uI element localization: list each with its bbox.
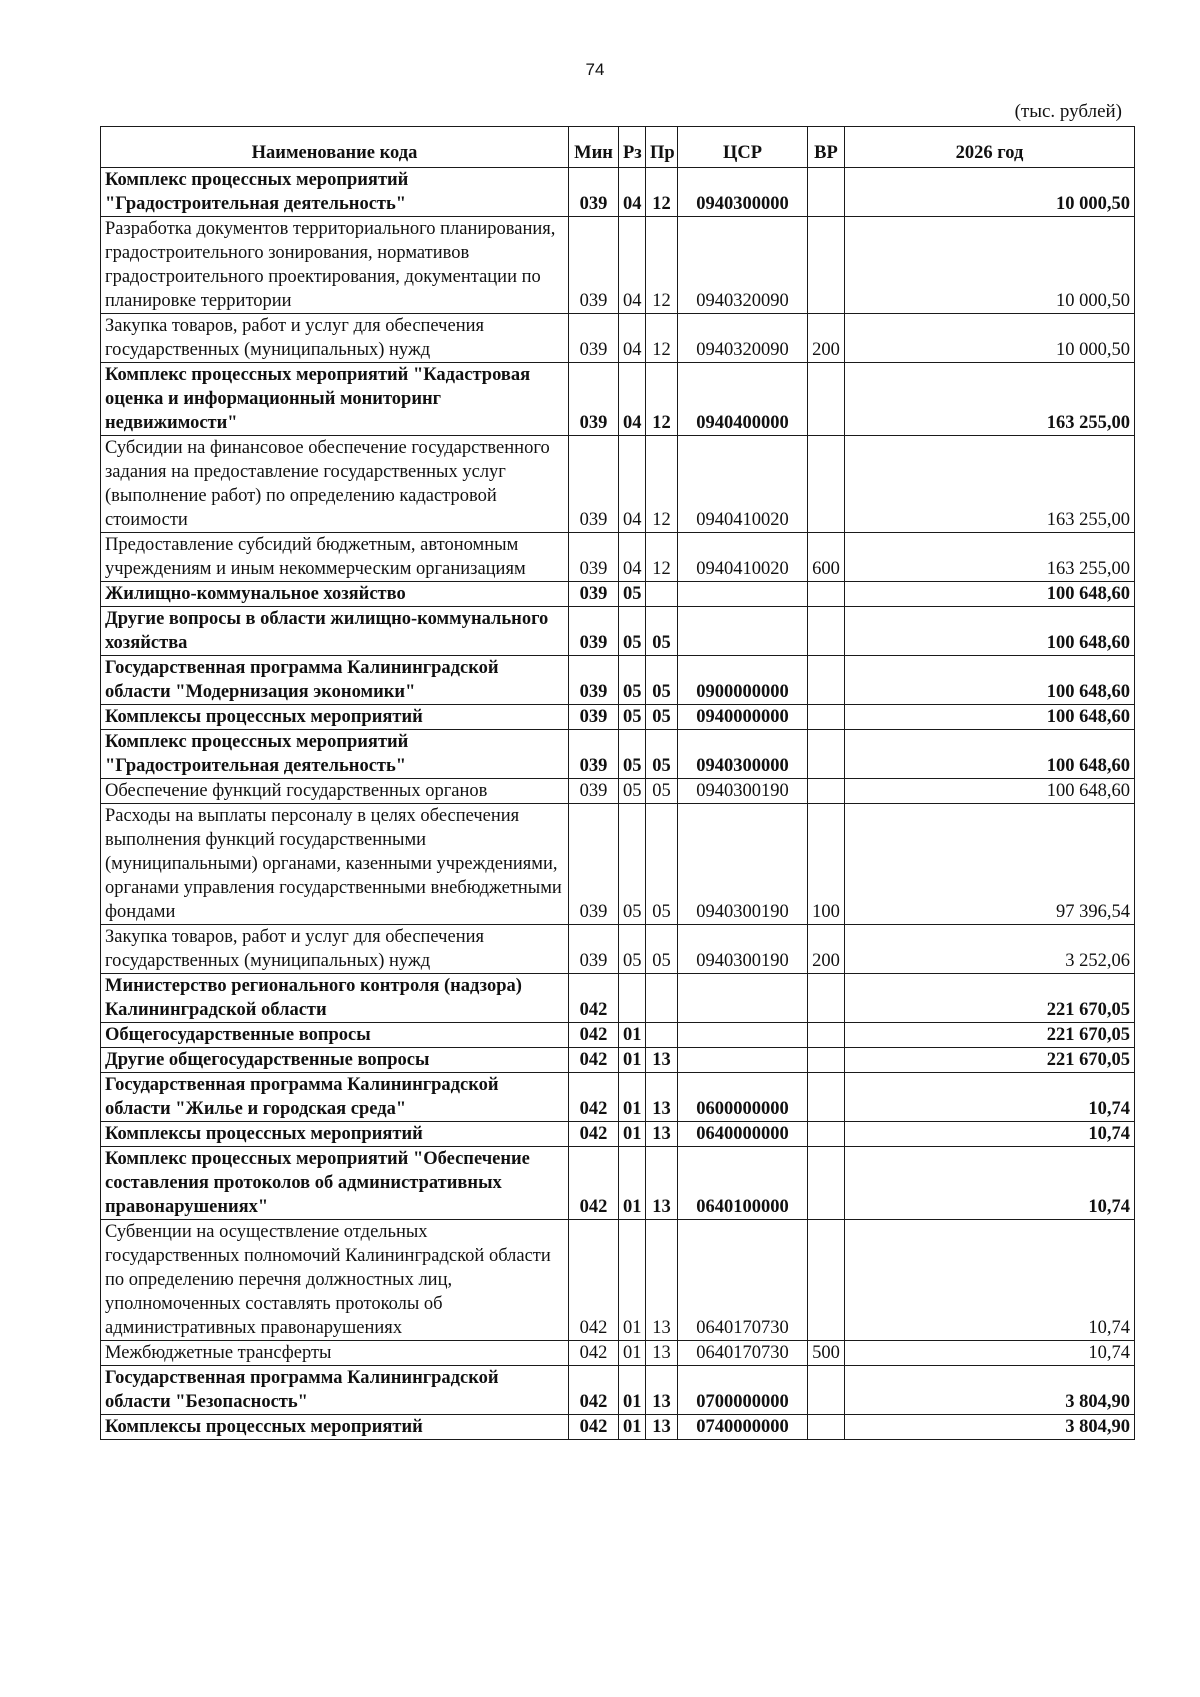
row-vr: 600: [808, 533, 845, 582]
row-rz: 01: [619, 1366, 646, 1415]
table-row: [101, 436, 1135, 533]
row-rz: 01: [619, 1122, 646, 1147]
row-name: Другие общегосударственные вопросы: [101, 1048, 569, 1073]
row-min: 039: [569, 925, 619, 974]
table-row: [101, 1023, 1135, 1048]
row-sum: 100 648,60: [845, 607, 1135, 656]
row-vr: [808, 1023, 845, 1048]
row-rz: 01: [619, 1073, 646, 1122]
row-rz: 05: [619, 730, 646, 779]
table-header-row: [101, 127, 1135, 168]
header-name: Наименование кода: [101, 127, 569, 168]
table-row: [101, 656, 1135, 705]
table-row: [101, 314, 1135, 363]
row-min: 039: [569, 533, 619, 582]
row-csr: 0640170730: [678, 1341, 808, 1366]
table-row: [101, 804, 1135, 925]
row-sum: 97 396,54: [845, 804, 1135, 925]
row-name: Другие вопросы в области жилищно-коммунального хозяйства: [101, 607, 569, 656]
row-min: 042: [569, 1415, 619, 1440]
row-name: Государственная программа Калининградской области "Модернизация экономики": [101, 656, 569, 705]
row-name: Комплекс процессных мероприятий "Градостроительная деятельность": [101, 168, 569, 217]
row-vr: [808, 582, 845, 607]
row-min: 042: [569, 1122, 619, 1147]
row-min: 039: [569, 436, 619, 533]
row-sum: 163 255,00: [845, 363, 1135, 436]
row-csr: 0640170730: [678, 1220, 808, 1341]
row-vr: [808, 217, 845, 314]
row-vr: [808, 436, 845, 533]
row-name: Предоставление субсидий бюджетным, автономным учреждениям и иным некоммерческим организациям: [101, 533, 569, 582]
row-rz: 01: [619, 1147, 646, 1220]
row-pr: 13: [646, 1366, 678, 1415]
row-sum: 10 000,50: [845, 168, 1135, 217]
row-sum: 10,74: [845, 1341, 1135, 1366]
row-name: Разработка документов территориального планирования, градостроительного зонирования, нормативов градостроительного проектирования, документации по планировке территории: [101, 217, 569, 314]
row-pr: 13: [646, 1220, 678, 1341]
row-min: 042: [569, 1073, 619, 1122]
row-name: Расходы на выплаты персоналу в целях обеспечения выполнения функций государственными (муниципальными) органами, казенными учреждениями, органами управления государственными внебюджетными фондами: [101, 804, 569, 925]
row-csr: [678, 607, 808, 656]
row-rz: 04: [619, 314, 646, 363]
row-name: Комплекс процессных мероприятий "Градостроительная деятельность": [101, 730, 569, 779]
row-pr: 12: [646, 168, 678, 217]
row-csr: 0940300190: [678, 779, 808, 804]
row-vr: [808, 1415, 845, 1440]
table-row: [101, 533, 1135, 582]
row-vr: [808, 363, 845, 436]
row-rz: 01: [619, 1220, 646, 1341]
unit-note: (тыс. рублей): [1014, 101, 1122, 122]
row-sum: 100 648,60: [845, 705, 1135, 730]
row-csr: [678, 1023, 808, 1048]
row-vr: 200: [808, 314, 845, 363]
row-vr: [808, 168, 845, 217]
row-name: Комплексы процессных мероприятий: [101, 1122, 569, 1147]
row-rz: 04: [619, 217, 646, 314]
row-name: Комплексы процессных мероприятий: [101, 1415, 569, 1440]
row-csr: 0940000000: [678, 705, 808, 730]
row-csr: 0940300190: [678, 925, 808, 974]
table-row: [101, 1073, 1135, 1122]
row-csr: 0940320090: [678, 314, 808, 363]
row-min: 039: [569, 607, 619, 656]
row-min: 042: [569, 1147, 619, 1220]
row-name: Субсидии на финансовое обеспечение государственного задания на предоставление государственных услуг (выполнение работ) по определению кадастровой стоимости: [101, 436, 569, 533]
row-pr: 13: [646, 1122, 678, 1147]
row-pr: 13: [646, 1341, 678, 1366]
table-row: [101, 925, 1135, 974]
row-sum: 3 252,06: [845, 925, 1135, 974]
row-min: 039: [569, 804, 619, 925]
row-min: 039: [569, 363, 619, 436]
row-pr: 12: [646, 217, 678, 314]
row-csr: 0940300190: [678, 804, 808, 925]
row-pr: 12: [646, 436, 678, 533]
table-row: [101, 705, 1135, 730]
row-min: 042: [569, 1048, 619, 1073]
table-row: [101, 217, 1135, 314]
row-pr: 12: [646, 363, 678, 436]
header-year: 2026 год: [845, 127, 1135, 168]
row-rz: 04: [619, 363, 646, 436]
row-min: 039: [569, 582, 619, 607]
table-row: [101, 1415, 1135, 1440]
row-min: 042: [569, 1366, 619, 1415]
row-pr: 05: [646, 779, 678, 804]
row-rz: 05: [619, 582, 646, 607]
header-min: Мин: [569, 127, 619, 168]
row-pr: 05: [646, 925, 678, 974]
row-pr: 13: [646, 1147, 678, 1220]
row-pr: [646, 582, 678, 607]
table-row: [101, 1147, 1135, 1220]
row-min: 039: [569, 705, 619, 730]
row-name: Обеспечение функций государственных органов: [101, 779, 569, 804]
row-pr: 13: [646, 1073, 678, 1122]
row-csr: [678, 582, 808, 607]
row-rz: 01: [619, 1023, 646, 1048]
row-vr: [808, 1073, 845, 1122]
row-name: Закупка товаров, работ и услуг для обеспечения государственных (муниципальных) нужд: [101, 925, 569, 974]
row-name: Комплекс процессных мероприятий "Обеспечение составления протоколов об административных правонарушениях": [101, 1147, 569, 1220]
row-vr: [808, 1366, 845, 1415]
row-pr: 05: [646, 804, 678, 925]
row-min: 039: [569, 217, 619, 314]
row-min: 039: [569, 314, 619, 363]
row-pr: 05: [646, 656, 678, 705]
row-vr: [808, 656, 845, 705]
row-csr: 0640100000: [678, 1147, 808, 1220]
row-rz: 05: [619, 656, 646, 705]
row-min: 039: [569, 656, 619, 705]
table-row: [101, 1366, 1135, 1415]
row-sum: 10,74: [845, 1220, 1135, 1341]
row-csr: 0740000000: [678, 1415, 808, 1440]
row-pr: 05: [646, 705, 678, 730]
row-vr: [808, 974, 845, 1023]
row-sum: 100 648,60: [845, 779, 1135, 804]
row-csr: 0940410020: [678, 533, 808, 582]
row-vr: [808, 705, 845, 730]
row-csr: [678, 1048, 808, 1073]
row-rz: 05: [619, 925, 646, 974]
row-name: Комплексы процессных мероприятий: [101, 705, 569, 730]
row-min: 039: [569, 779, 619, 804]
row-pr: 05: [646, 730, 678, 779]
table-row: [101, 974, 1135, 1023]
row-csr: 0600000000: [678, 1073, 808, 1122]
row-csr: [678, 974, 808, 1023]
row-rz: 01: [619, 1341, 646, 1366]
row-sum: 3 804,90: [845, 1366, 1135, 1415]
row-sum: 3 804,90: [845, 1415, 1135, 1440]
row-vr: [808, 1122, 845, 1147]
table-row: [101, 1220, 1135, 1341]
header-rz: Рз: [619, 127, 646, 168]
row-csr: 0900000000: [678, 656, 808, 705]
row-sum: 163 255,00: [845, 533, 1135, 582]
table-row: [101, 607, 1135, 656]
row-rz: 01: [619, 1415, 646, 1440]
row-name: Комплекс процессных мероприятий "Кадастровая оценка и информационный мониторинг недвижимости": [101, 363, 569, 436]
row-vr: 200: [808, 925, 845, 974]
row-pr: [646, 1023, 678, 1048]
row-pr: 13: [646, 1048, 678, 1073]
row-csr: 0940300000: [678, 730, 808, 779]
header-vr: ВР: [808, 127, 845, 168]
row-vr: [808, 730, 845, 779]
row-name: Общегосударственные вопросы: [101, 1023, 569, 1048]
row-rz: 04: [619, 436, 646, 533]
row-rz: 01: [619, 1048, 646, 1073]
row-vr: [808, 1220, 845, 1341]
table-row: [101, 730, 1135, 779]
row-sum: 10,74: [845, 1122, 1135, 1147]
row-vr: [808, 1147, 845, 1220]
row-vr: 100: [808, 804, 845, 925]
row-sum: 163 255,00: [845, 436, 1135, 533]
header-csr: ЦСР: [678, 127, 808, 168]
row-vr: [808, 607, 845, 656]
table-row: [101, 1048, 1135, 1073]
table-row: [101, 1341, 1135, 1366]
row-rz: 05: [619, 779, 646, 804]
row-sum: 100 648,60: [845, 582, 1135, 607]
budget-table: [100, 126, 1135, 1440]
table-body: [101, 168, 1135, 1440]
row-pr: 12: [646, 314, 678, 363]
table-row: [101, 1122, 1135, 1147]
row-name: Государственная программа Калининградской области "Безопасность": [101, 1366, 569, 1415]
row-name: Закупка товаров, работ и услуг для обеспечения государственных (муниципальных) нужд: [101, 314, 569, 363]
row-csr: 0940410020: [678, 436, 808, 533]
row-rz: 04: [619, 168, 646, 217]
row-sum: 10 000,50: [845, 314, 1135, 363]
row-vr: 500: [808, 1341, 845, 1366]
row-csr: 0700000000: [678, 1366, 808, 1415]
row-name: Государственная программа Калининградской области "Жилье и городская среда": [101, 1073, 569, 1122]
row-pr: 12: [646, 533, 678, 582]
row-sum: 10,74: [845, 1073, 1135, 1122]
row-csr: 0940300000: [678, 168, 808, 217]
row-vr: [808, 779, 845, 804]
row-name: Межбюджетные трансферты: [101, 1341, 569, 1366]
row-pr: 13: [646, 1415, 678, 1440]
row-rz: [619, 974, 646, 1023]
table-row: [101, 582, 1135, 607]
row-csr: 0940320090: [678, 217, 808, 314]
row-sum: 10,74: [845, 1147, 1135, 1220]
row-sum: 100 648,60: [845, 656, 1135, 705]
row-sum: 221 670,05: [845, 1048, 1135, 1073]
page-number: 74: [585, 60, 605, 79]
row-min: 042: [569, 1341, 619, 1366]
row-sum: 221 670,05: [845, 974, 1135, 1023]
row-vr: [808, 1048, 845, 1073]
row-name: Министерство регионального контроля (надзора) Калининградской области: [101, 974, 569, 1023]
row-pr: 05: [646, 607, 678, 656]
table-row: [101, 168, 1135, 217]
table-row: [101, 363, 1135, 436]
row-rz: 05: [619, 607, 646, 656]
row-name: Жилищно-коммунальное хозяйство: [101, 582, 569, 607]
row-sum: 221 670,05: [845, 1023, 1135, 1048]
row-pr: [646, 974, 678, 1023]
row-min: 039: [569, 168, 619, 217]
row-min: 042: [569, 1220, 619, 1341]
row-rz: 05: [619, 705, 646, 730]
row-name: Субвенции на осуществление отдельных государственных полномочий Калининградской области по определению перечня должностных лиц, уполномоченных составлять протоколы об административных правонарушениях: [101, 1220, 569, 1341]
row-sum: 100 648,60: [845, 730, 1135, 779]
table-row: [101, 779, 1135, 804]
row-sum: 10 000,50: [845, 217, 1135, 314]
row-min: 042: [569, 974, 619, 1023]
row-csr: 0940400000: [678, 363, 808, 436]
header-pr: Пр: [646, 127, 678, 168]
row-min: 039: [569, 730, 619, 779]
row-min: 042: [569, 1023, 619, 1048]
row-csr: 0640000000: [678, 1122, 808, 1147]
row-rz: 05: [619, 804, 646, 925]
row-rz: 04: [619, 533, 646, 582]
